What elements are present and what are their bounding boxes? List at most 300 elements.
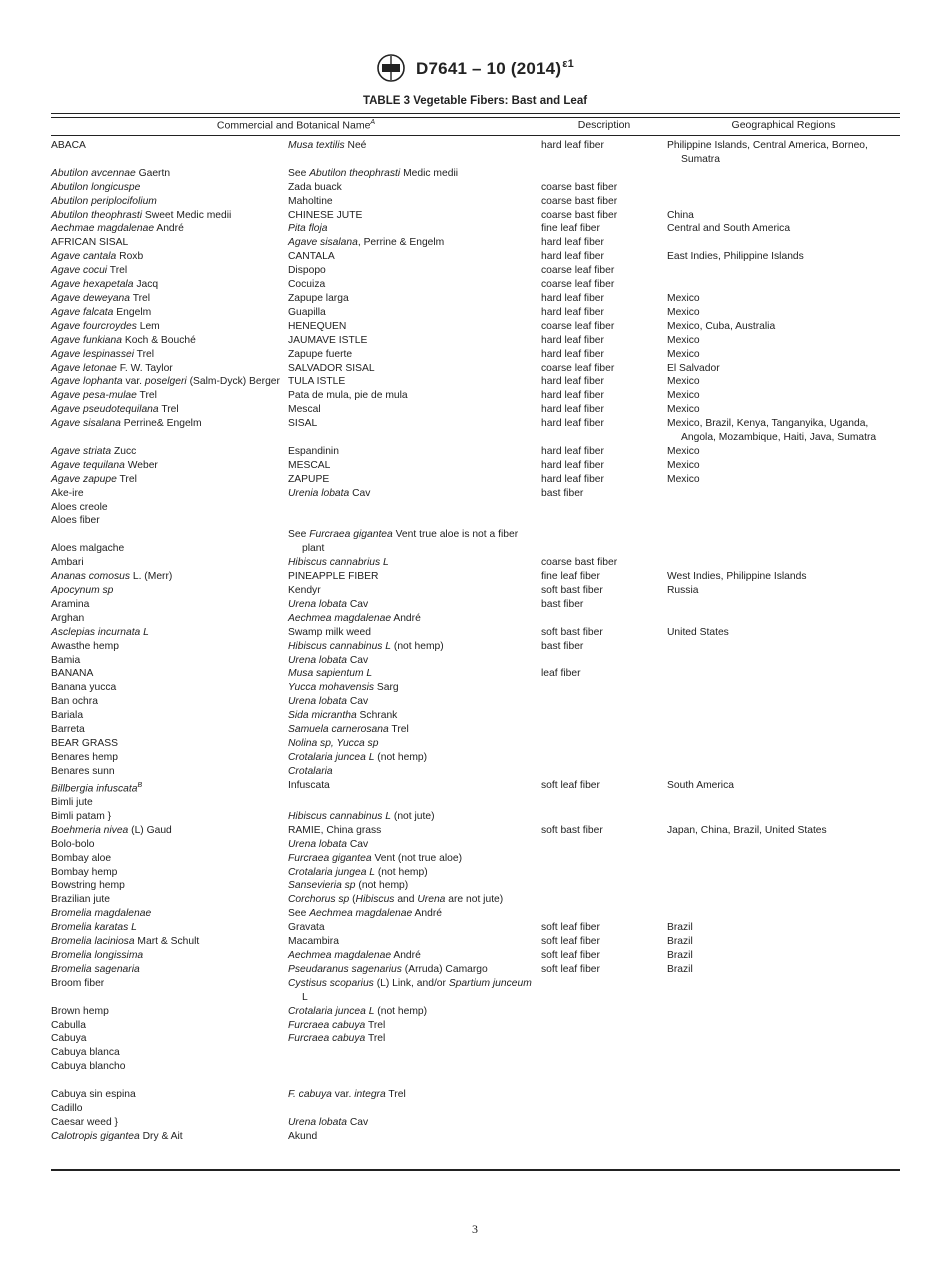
table-row: [51, 626, 900, 640]
cell-regions: Brazil: [667, 922, 693, 934]
cell-name: Bromelia sagenaria: [51, 963, 140, 975]
table-row: [51, 654, 900, 668]
cell-botanical: Zapupe larga: [288, 292, 349, 304]
cell-name: Agave pesa-mulae Trel: [51, 390, 157, 402]
cell-regions: Mexico: [667, 292, 700, 304]
cell-regions: [667, 866, 900, 880]
table-row: [51, 222, 900, 236]
cell-regions: Mexico: [667, 445, 700, 457]
table-row: [51, 737, 900, 751]
cell-description: coarse leaf fiber: [541, 320, 615, 332]
cell-regions: [667, 1005, 900, 1019]
cell-description: [541, 1130, 667, 1144]
table-row: [51, 403, 900, 417]
cell-description: coarse leaf fiber: [541, 265, 615, 277]
cell-name: Asclepias incurnata L: [51, 626, 149, 638]
cell-regions: Mexico: [667, 348, 700, 360]
cell-name: Brazilian jute: [51, 894, 110, 906]
cell-name: Caesar weed }: [51, 1116, 118, 1128]
table-row: [51, 640, 900, 654]
table-row: [51, 765, 900, 779]
table-row: [51, 556, 900, 570]
table-row: [51, 921, 900, 935]
cell-regions: [667, 1102, 900, 1116]
cell-regions: [667, 737, 900, 751]
cell-regions: Mexico, Brazil, Kenya, Tanganyika, Uganda, Angola, Mozambique, Haiti, Java, Sumatra: [667, 418, 877, 444]
table-row: [51, 1032, 900, 1046]
table-row: [51, 570, 900, 584]
cell-description: [541, 612, 667, 626]
cell-botanical: Agave sisalana, Perrine & Engelm: [288, 237, 445, 249]
cell-regions: El Salvador: [667, 362, 720, 374]
cell-regions: [667, 1046, 900, 1060]
cell-name: Ake-ire: [51, 487, 84, 499]
table-row: [51, 796, 900, 810]
astm-logo-icon: [376, 53, 406, 83]
cell-description: [541, 765, 667, 779]
cell-name: Benares hemp: [51, 751, 118, 763]
table-row: [51, 487, 900, 501]
cell-name: Barreta: [51, 724, 85, 736]
table-row: [51, 1060, 900, 1074]
cell-regions: Central and South America: [667, 223, 791, 235]
cell-description: soft leaf fiber: [541, 779, 600, 791]
cell-regions: [667, 709, 900, 723]
cell-regions: [667, 765, 900, 779]
cell-regions: [667, 181, 900, 195]
table-row: [51, 709, 900, 723]
cell-botanical: [288, 1060, 541, 1074]
cell-description: bast fiber: [541, 640, 584, 652]
cell-botanical: Crotalaria juncea L (not hemp): [288, 751, 428, 763]
table-row: [51, 417, 900, 445]
cell-botanical: Aechmea magdalenae André: [288, 949, 421, 961]
cell-botanical: TULA ISTLE: [288, 376, 346, 388]
table-row: [51, 292, 900, 306]
cell-regions: [667, 167, 900, 181]
cell-regions: West Indies, Philippine Islands: [667, 571, 807, 583]
table-row: [51, 362, 900, 376]
cell-regions: [667, 879, 900, 893]
cell-name: Agave deweyana Trel: [51, 292, 151, 304]
cell-regions: [667, 667, 900, 681]
cell-name: Agave fourcroydes Lem: [51, 320, 160, 332]
cell-regions: South America: [667, 779, 734, 791]
cell-name: Bimli patam }: [51, 810, 112, 822]
cell-regions: [667, 681, 900, 695]
table-row: [51, 473, 900, 487]
cell-name: Apocynum sp: [51, 585, 114, 596]
cell-name: Cabuya blanca: [51, 1047, 120, 1059]
table-title: TABLE 3 Vegetable Fibers: Bast and Leaf: [362, 95, 588, 107]
cell-description: coarse bast fiber: [541, 209, 618, 221]
table-row: [51, 501, 900, 515]
cell-regions: [667, 264, 900, 278]
cell-regions: [667, 501, 900, 515]
table-row: [51, 348, 900, 362]
cell-description: bast fiber: [541, 598, 584, 610]
cell-name: Bromelia karatas L: [51, 922, 137, 934]
table-row: [51, 963, 900, 977]
cell-botanical: HENEQUEN: [288, 320, 347, 332]
cell-botanical: Urena lobata Cav: [288, 696, 369, 708]
cell-description: hard leaf fiber: [541, 404, 604, 416]
cell-description: hard leaf fiber: [541, 292, 604, 304]
document-id: D7641 – 10 $(2014)^{\varepsilon 1}$: [416, 57, 574, 78]
cell-description: [541, 695, 667, 709]
cell-name: Agave sisalana Perrine& Engelm: [51, 418, 202, 430]
cell-botanical: Furcraea cabuya Trel: [288, 1019, 386, 1031]
cell-name: Cabulla: [51, 1019, 86, 1031]
cell-regions: [667, 977, 900, 1005]
cell-regions: [667, 236, 900, 250]
cell-name: Broom fiber: [51, 977, 105, 989]
cell-description: [541, 879, 667, 893]
table-row: [51, 824, 900, 838]
cell-regions: Brazil: [667, 936, 693, 948]
cell-botanical: Sansevieria sp (not hemp): [288, 880, 409, 892]
cell-description: soft bast fiber: [541, 626, 603, 638]
cell-regions: Mexico, Cuba, Australia: [667, 320, 776, 332]
table-header: [51, 119, 900, 134]
cell-name: Cabuya: [51, 1033, 87, 1045]
cell-regions: [667, 654, 900, 668]
cell-botanical: Guapilla: [288, 306, 326, 318]
cell-botanical: Musa textilis Neé: [288, 140, 367, 151]
table-row: [51, 306, 900, 320]
table-row: [51, 866, 900, 880]
table-row: [51, 681, 900, 695]
cell-botanical: Pata de mula, pie de mula: [288, 390, 408, 402]
cell-description: leaf fiber: [541, 668, 581, 680]
table-row: [51, 1005, 900, 1019]
cell-botanical: Urena lobata Cav: [288, 598, 369, 610]
column-header-description: Description: [577, 119, 631, 131]
cell-name: Ambari: [51, 557, 84, 569]
cell-name: Abutilon longicuspe: [51, 181, 141, 193]
cell-botanical: SALVADOR SISAL: [288, 362, 375, 374]
table-top-rule: [51, 113, 900, 118]
document-id-superscript: ε1: [562, 57, 574, 70]
cell-description: [541, 1032, 667, 1046]
table-row: [51, 1130, 900, 1144]
cell-name: Brown hemp: [51, 1005, 109, 1017]
cell-botanical: RAMIE, China grass: [288, 824, 382, 836]
cell-botanical: [288, 501, 541, 515]
cell-regions: [667, 810, 900, 824]
cell-botanical: Crotalaria: [288, 765, 333, 777]
cell-regions: Mexico: [667, 473, 700, 485]
cell-regions: China: [667, 209, 694, 221]
cell-name: Agave funkiana Koch & Bouché: [51, 334, 196, 346]
cell-name: Agave falcata Engelm: [51, 306, 152, 318]
cell-botanical: See Furcraea gigantea Vent true aloe is not a fiber plant: [288, 529, 519, 555]
cell-name: Banana yucca: [51, 682, 117, 694]
table-row: [51, 879, 900, 893]
cell-name: Agave lophanta var. poselgeri (Salm-Dyck) Berger: [51, 376, 280, 388]
cell-botanical: Yucca mohavensis Sarg: [288, 682, 399, 694]
cell-botanical: ZAPUPE: [288, 473, 330, 485]
cell-botanical: Dispopo: [288, 265, 326, 277]
cell-name: Cabuya blancho: [51, 1061, 126, 1073]
cell-botanical: Zapupe fuerte: [288, 348, 353, 360]
cell-description: [541, 514, 667, 528]
table-row: [51, 695, 900, 709]
cell-name: Benares sunn: [51, 765, 115, 777]
cell-description: [541, 866, 667, 880]
cell-description: soft leaf fiber: [541, 922, 600, 934]
cell-regions: [667, 487, 900, 501]
table-row: [51, 320, 900, 334]
cell-name: Aramina: [51, 598, 90, 610]
cell-regions: [667, 838, 900, 852]
cell-regions: Philippine Islands, Central America, Borneo, Sumatra: [667, 140, 868, 165]
table-row: [51, 935, 900, 949]
cell-description: [541, 1088, 667, 1102]
cell-regions: [667, 1088, 900, 1102]
cell-description: [541, 810, 667, 824]
cell-regions: [667, 1130, 900, 1144]
table-row: [51, 852, 900, 866]
cell-name: AFRICAN SISAL: [51, 237, 129, 249]
cell-description: hard leaf fiber: [541, 251, 604, 263]
table-row: [51, 236, 900, 250]
cell-description: [541, 654, 667, 668]
cell-name: Arghan: [51, 612, 85, 624]
table-row: [51, 612, 900, 626]
table-row: [51, 139, 900, 167]
cell-botanical: Hibiscus cannabrius L: [288, 557, 389, 569]
cell-description: [541, 1116, 667, 1130]
cell-botanical: Aechmea magdalenae André: [288, 612, 421, 624]
table-body: [51, 139, 900, 1144]
cell-name: BANANA: [51, 668, 94, 680]
cell-regions: [667, 528, 900, 556]
cell-botanical: Maholtine: [288, 195, 333, 207]
cell-regions: [667, 1060, 900, 1074]
cell-description: [541, 167, 667, 181]
cell-description: hard leaf fiber: [541, 445, 604, 457]
cell-name: Aloes malgache: [51, 543, 125, 555]
cell-name: Abutilon periplocifolium: [51, 195, 157, 207]
cell-botanical: Furcraea gigantea Vent (not true aloe): [288, 852, 463, 864]
cell-description: [541, 1005, 667, 1019]
cell-description: hard leaf fiber: [541, 334, 604, 346]
cell-regions: [667, 723, 900, 737]
table-row: [51, 1088, 900, 1102]
table-header-rule: [51, 135, 900, 136]
cell-regions: [667, 514, 900, 528]
cell-description: [541, 723, 667, 737]
table-row: [51, 723, 900, 737]
cell-regions: Japan, China, Brazil, United States: [667, 824, 827, 836]
cell-regions: [667, 907, 900, 921]
cell-description: [541, 709, 667, 723]
cell-description: [541, 528, 667, 556]
table-row: [51, 1046, 900, 1060]
column-header-regions: Geographical Regions: [731, 119, 836, 131]
cell-botanical: JAUMAVE ISTLE: [288, 334, 368, 346]
cell-name: Calotropis gigantea Dry & Ait: [51, 1130, 183, 1142]
cell-description: [541, 751, 667, 765]
cell-regions: [667, 612, 900, 626]
cell-botanical: Hibiscus cannabinus L (not jute): [288, 810, 435, 822]
cell-regions: Mexico: [667, 404, 700, 416]
cell-regions: [667, 1116, 900, 1130]
cell-botanical: Urenia lobata Cav: [288, 487, 371, 499]
cell-description: hard leaf fiber: [541, 473, 604, 485]
document-header: [0, 50, 950, 86]
cell-name: Abutilon theophrasti Sweet Medic medii: [51, 209, 232, 221]
cell-description: soft leaf fiber: [541, 963, 600, 975]
cell-regions: Russia: [667, 585, 699, 596]
cell-regions: [667, 640, 900, 654]
cell-name: Agave cantala Roxb: [51, 251, 144, 263]
cell-regions: Brazil: [667, 949, 693, 961]
table-row: [51, 459, 900, 473]
cell-regions: [667, 278, 900, 292]
table-row: [51, 907, 900, 921]
table-row: [51, 167, 900, 181]
cell-description: soft bast fiber: [541, 824, 603, 836]
table-row: [51, 389, 900, 403]
cell-name: Agave lespinassei Trel: [51, 348, 155, 360]
cell-description: [541, 838, 667, 852]
cell-regions: [667, 1019, 900, 1033]
cell-botanical: Zada buack: [288, 181, 342, 193]
table-row: [51, 375, 900, 389]
cell-description: [541, 907, 667, 921]
page-number: 3: [472, 1222, 478, 1236]
cell-regions: Mexico: [667, 334, 700, 346]
cell-regions: [667, 195, 900, 209]
cell-name: Bowstring hemp: [51, 880, 125, 892]
cell-name: Bromelia longissima: [51, 949, 144, 961]
cell-description: coarse bast fiber: [541, 557, 618, 569]
cell-description: [541, 977, 667, 1005]
cell-description: hard leaf fiber: [541, 306, 604, 318]
table-row: [51, 949, 900, 963]
cell-description: soft bast fiber: [541, 585, 603, 596]
cell-name: ABACA: [51, 140, 86, 151]
cell-description: hard leaf fiber: [541, 390, 604, 402]
cell-description: hard leaf fiber: [541, 237, 604, 249]
cell-description: [541, 893, 667, 907]
cell-botanical: Musa sapientum L: [288, 668, 373, 680]
cell-name: Bariala: [51, 710, 84, 722]
table-row: [51, 195, 900, 209]
table-row: [51, 779, 900, 796]
table-row: [51, 278, 900, 292]
table-row: [51, 209, 900, 223]
cell-description: hard leaf fiber: [541, 140, 604, 151]
table-row: [51, 838, 900, 852]
cell-regions: [667, 556, 900, 570]
table-row: [51, 751, 900, 765]
cell-botanical: Pita floja: [288, 223, 328, 235]
table-row: [51, 810, 900, 824]
cell-name: Agave tequilana Weber: [51, 459, 158, 471]
cell-botanical: Mescal: [288, 404, 321, 416]
cell-name: Aloes creole: [51, 501, 108, 513]
table-row: [51, 667, 900, 681]
table-row: [51, 181, 900, 195]
cell-botanical: Urena lobata Cav: [288, 654, 369, 666]
cell-name: Abutilon avcennae Gaertn: [51, 167, 171, 179]
cell-botanical: [288, 1102, 541, 1116]
cell-name: Awasthe hemp: [51, 640, 119, 652]
cell-description: coarse bast fiber: [541, 195, 618, 207]
cell-description: hard leaf fiber: [541, 376, 604, 388]
cell-botanical: Kendyr: [288, 585, 321, 596]
cell-name: BEAR GRASS: [51, 737, 118, 749]
cell-name: Agave zapupe Trel: [51, 473, 137, 485]
cell-botanical: Cocuiza: [288, 279, 326, 291]
cell-botanical: Furcraea cabuya Trel: [288, 1033, 386, 1045]
cell-botanical: Nolina sp, Yucca sp: [288, 737, 379, 749]
cell-regions: [667, 852, 900, 866]
table-row: [51, 977, 900, 1005]
cell-botanical: Pseudaranus sagenarius (Arruda) Camargo: [288, 963, 488, 975]
cell-botanical: Samuela carnerosana Trel: [288, 724, 409, 736]
cell-name: Aechmae magdalenae André: [51, 223, 184, 235]
cell-botanical: F. cabuya var. integra Trel: [288, 1089, 406, 1101]
cell-description: [541, 796, 667, 810]
cell-botanical: Corchorus sp (Hibiscus and Urena are not jute): [288, 894, 504, 906]
table-row: [51, 1019, 900, 1033]
cell-name: Bromelia laciniosa Mart & Schult: [51, 936, 200, 948]
cell-botanical: Gravata: [288, 922, 325, 934]
cell-regions: Brazil: [667, 963, 693, 975]
cell-description: hard leaf fiber: [541, 418, 604, 430]
cell-botanical: See Abutilon theophrasti Medic medii: [288, 167, 459, 179]
cell-botanical: Infuscata: [288, 779, 330, 791]
cell-botanical: [288, 796, 541, 810]
cell-regions: [667, 695, 900, 709]
cell-botanical: PINEAPPLE FIBER: [288, 571, 379, 583]
cell-name: Agave striata Zucc: [51, 445, 137, 457]
cell-name: Agave letonae F. W. Taylor: [51, 362, 173, 374]
cell-name: Cadillo: [51, 1102, 83, 1114]
cell-name: Ban ochra: [51, 696, 98, 708]
table-row: [51, 250, 900, 264]
cell-regions: [667, 751, 900, 765]
table-row: [51, 584, 900, 598]
table-row: [51, 1116, 900, 1130]
cell-description: hard leaf fiber: [541, 459, 604, 471]
cell-botanical: Macambira: [288, 936, 339, 948]
column-header-name: Commercial and Botanical Name$^A$: [216, 119, 376, 132]
cell-description: fine leaf fiber: [541, 223, 600, 235]
cell-regions: United States: [667, 626, 729, 638]
table-row: [51, 893, 900, 907]
table-row: [51, 528, 900, 556]
cell-regions: [667, 796, 900, 810]
cell-botanical: SISAL: [288, 418, 318, 430]
table-row: [51, 264, 900, 278]
cell-description: coarse leaf fiber: [541, 279, 615, 291]
cell-name: Ananas comosus L. (Merr): [51, 571, 173, 583]
cell-botanical: Akund: [288, 1130, 318, 1142]
cell-description: hard leaf fiber: [541, 348, 604, 360]
row-spacer: [51, 1074, 900, 1088]
cell-name: Bombay aloe: [51, 852, 112, 864]
cell-name: Bamia: [51, 654, 81, 666]
cell-name: Boehmeria nivea (L) Gaud: [51, 824, 172, 836]
cell-regions: East Indies, Philippine Islands: [667, 251, 804, 263]
cell-botanical: Crotalaria jungea L (not hemp): [288, 866, 428, 878]
cell-botanical: Urena lobata Cav: [288, 838, 369, 850]
